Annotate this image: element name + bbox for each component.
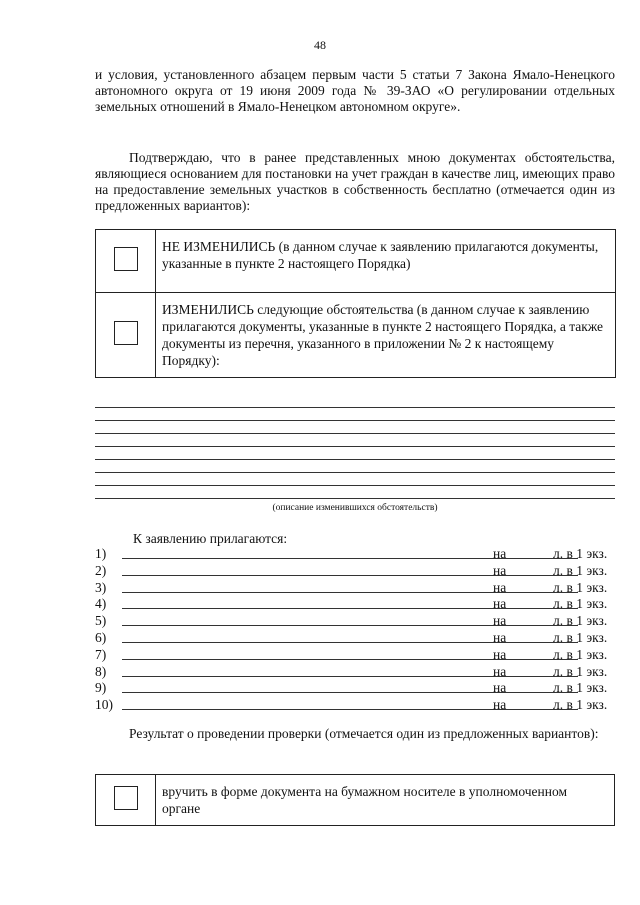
page-number: 48 (314, 38, 326, 52)
attachment-row (95, 647, 620, 664)
changes-caption: (описание изменившихся обстоятельств) (272, 503, 438, 513)
attachment-unit-label: л. в 1 экз. (553, 613, 608, 629)
attachment-na-label: на (493, 613, 507, 629)
attachment-pages-field[interactable] (516, 558, 543, 559)
attachment-unit-label: л. в 1 экз. (553, 579, 608, 595)
attachment-name-field[interactable] (122, 608, 578, 609)
attachment-unit-label: л. в 1 экз. (553, 680, 608, 696)
attachment-number: 1) (95, 546, 107, 561)
attachment-na-label: на (493, 629, 507, 645)
attachment-name-field[interactable] (122, 592, 578, 593)
attachment-na-label: на (493, 546, 507, 561)
blank-line[interactable] (95, 408, 615, 421)
changes-description-field[interactable] (95, 395, 615, 499)
attachment-name-field[interactable] (122, 642, 578, 643)
option-label-changed: ИЗМЕНИЛИСЬ следующие обстоятельства (в данном случае к заявлению прилагаются документы, указанные в пункте 2 настоящего Порядка, а также документы из перечня, указанного в приложении № 2 к настоящему Порядку): (156, 293, 616, 378)
attachment-name-field[interactable] (122, 676, 578, 677)
attachment-row (95, 664, 620, 681)
attachment-row (95, 680, 620, 697)
attachments-heading: К заявлению прилагаются: (133, 531, 288, 546)
paragraph-result: Результат о проведении проверки (отмечается один из предложенных вариантов): (129, 726, 599, 741)
attachment-number: 7) (95, 646, 107, 662)
attachment-name-field[interactable] (122, 659, 578, 660)
option-label-not-changed: НЕ ИЗМЕНИЛИСЬ (в данном случае к заявлению прилагаются документы, указанные в пункте 2 настоящего Порядка) (156, 230, 616, 293)
blank-line[interactable] (95, 447, 615, 460)
attachment-pages-field[interactable] (516, 692, 543, 693)
checkbox-cell (96, 230, 156, 293)
result-paper-checkbox[interactable] (114, 786, 138, 810)
paragraph-confirmation: Подтверждаю, что в ранее представленных мною документах обстоятельства, являющиеся основанием для постановки на учет граждан в качестве лиц, имеющих право на предоставление земельных участков в собственность бесплатно (отмечается один из предложенных вариантов): (95, 150, 615, 213)
attachment-number: 9) (95, 680, 107, 696)
attachment-name-field[interactable] (122, 692, 578, 693)
attachment-unit-label: л. в 1 экз. (553, 646, 608, 662)
attachment-unit-label: л. в 1 экз. (553, 697, 608, 713)
attachment-unit-label: л. в 1 экз. (553, 546, 608, 561)
changed-checkbox[interactable] (114, 321, 138, 345)
attachment-row (95, 563, 620, 580)
attachment-number: 8) (95, 663, 107, 679)
attachment-pages-field[interactable] (516, 592, 543, 593)
attachment-unit-label: л. в 1 экз. (553, 663, 608, 679)
result-option-row-paper (96, 775, 615, 826)
blank-line[interactable] (95, 395, 615, 408)
attachment-na-label: на (493, 680, 507, 696)
attachment-row (95, 630, 620, 647)
attachment-unit-label: л. в 1 экз. (553, 562, 608, 578)
attachment-name-field[interactable] (122, 625, 578, 626)
attachment-pages-field[interactable] (516, 659, 543, 660)
circumstances-options-table (95, 229, 616, 378)
attachment-na-label: на (493, 596, 507, 612)
blank-line[interactable] (95, 473, 615, 486)
attachment-number: 6) (95, 629, 107, 645)
blank-line[interactable] (95, 486, 615, 499)
attachment-number: 3) (95, 579, 107, 595)
checkbox-cell (96, 293, 156, 378)
attachment-row (95, 580, 620, 597)
blank-line[interactable] (95, 434, 615, 447)
checkbox-cell (96, 775, 156, 826)
result-option-label-paper: вручить в форме документа на бумажном носителе в уполномоченном органе (156, 775, 615, 826)
attachment-na-label: на (493, 579, 507, 595)
attachment-pages-field[interactable] (516, 709, 543, 710)
attachment-na-label: на (493, 562, 507, 578)
attachment-row (95, 697, 620, 714)
blank-line[interactable] (95, 460, 615, 473)
attachment-row (95, 613, 620, 630)
paragraph-law-reference: и условия, установленного абзацем первым части 5 статьи 7 Закона Ямало-Ненецкого автономного округа от 19 июня 2009 года № 39-ЗАО «О регулировании отдельных земельных отношений в Ямало-Ненецком автономном округе». (95, 67, 615, 114)
attachments-list (95, 546, 620, 714)
result-options-table (95, 774, 615, 826)
option-row-changed (96, 293, 616, 378)
attachment-pages-field[interactable] (516, 676, 543, 677)
attachment-number: 4) (95, 596, 107, 612)
attachment-name-field[interactable] (122, 575, 578, 576)
attachment-pages-field[interactable] (516, 625, 543, 626)
attachment-unit-label: л. в 1 экз. (553, 629, 608, 645)
attachment-number: 10) (95, 697, 113, 713)
option-row-not-changed (96, 230, 616, 293)
not-changed-checkbox[interactable] (114, 247, 138, 271)
attachment-row (95, 596, 620, 613)
blank-line[interactable] (95, 421, 615, 434)
attachment-row (95, 546, 620, 563)
attachment-number: 2) (95, 562, 107, 578)
attachment-na-label: на (493, 697, 507, 713)
attachment-number: 5) (95, 613, 107, 629)
attachment-pages-field[interactable] (516, 608, 543, 609)
attachment-na-label: на (493, 663, 507, 679)
attachment-unit-label: л. в 1 экз. (553, 596, 608, 612)
attachment-pages-field[interactable] (516, 575, 543, 576)
attachment-name-field[interactable] (122, 709, 578, 710)
attachment-na-label: на (493, 646, 507, 662)
attachment-name-field[interactable] (122, 558, 578, 559)
attachment-pages-field[interactable] (516, 642, 543, 643)
